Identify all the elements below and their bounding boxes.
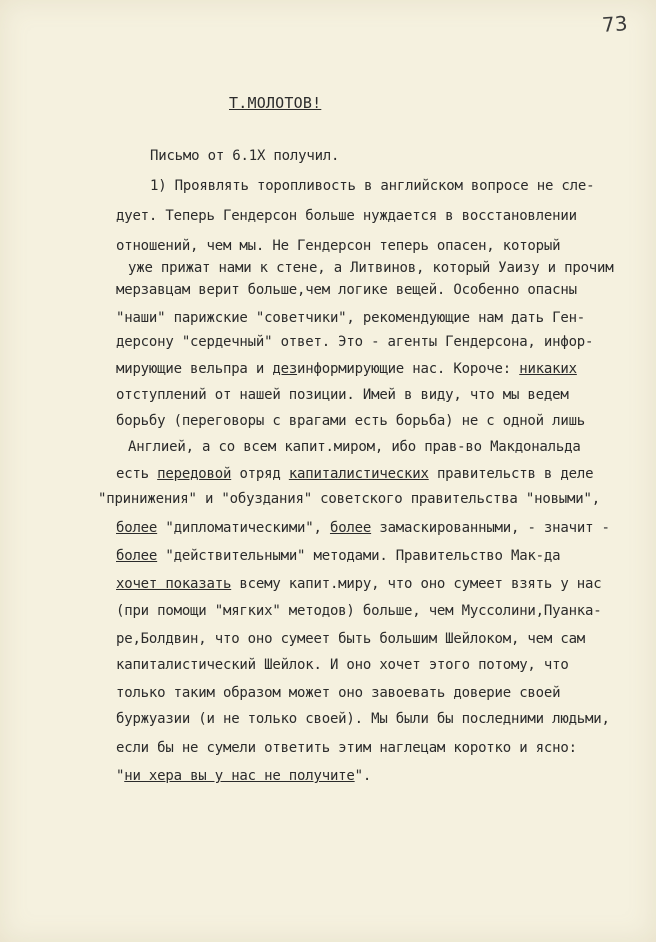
underlined-phrase: капиталистических bbox=[288, 466, 429, 482]
text-line: уже прижат нами к стене, а Литвинов, который Уаизу и прочим bbox=[128, 260, 614, 276]
text-line: буржуазии (и не только своей). Мы были бы последними людьми, bbox=[116, 711, 610, 727]
text-line: капиталистический Шейлок. И оно хочет этого потому, что bbox=[116, 657, 569, 673]
text-line: борьбу (переговоры с врагами есть борьба) не с одной лишь bbox=[116, 413, 586, 429]
text-line: 1) Проявлять торопливость в английском вопросе не сле- bbox=[150, 178, 595, 194]
text-line: "наши" парижские "советчики", рекомендующие нам дать Ген- bbox=[116, 310, 586, 326]
underlined-phrase: более bbox=[116, 548, 158, 564]
text-line: дует. Теперь Гендерсон больше нуждается в восстановлении bbox=[116, 208, 577, 224]
underlined-phrase: никаких bbox=[519, 361, 577, 377]
underlined-phrase: ни хера вы у нас не получите bbox=[124, 768, 355, 784]
text-line: более "дипломатическими", более замаскированными, - значит - bbox=[116, 520, 610, 536]
text-line: хочет показать всему капит.миру, что оно сумеет взять у нас bbox=[116, 576, 602, 592]
letter-heading: Т.МОЛОТОВ! bbox=[229, 94, 322, 112]
underlined-phrase: дез bbox=[272, 361, 298, 377]
text-line: ре,Болдвин, что оно сумеет быть большим Шейлоком, чем сам bbox=[116, 631, 586, 647]
text-line: Письмо от 6.1Х получил. bbox=[150, 148, 340, 164]
text-line: Англией, а со всем капит.миром, ибо прав-во Макдональда bbox=[128, 439, 581, 455]
text-line: мерзавцам верит больше,чем логике вещей. Особенно опасны bbox=[116, 282, 577, 298]
text-line: (при помощи "мягких" методов) больше, чем Муссолини,Пуанка- bbox=[116, 603, 602, 619]
text-line: если бы не сумели ответить этим наглецам коротко и ясно: bbox=[116, 740, 577, 756]
page-number: 73 bbox=[601, 11, 629, 37]
text-line: "ни хера вы у нас не получите". bbox=[116, 768, 372, 784]
underlined-phrase: хочет показать bbox=[116, 576, 232, 592]
underlined-phrase: более bbox=[116, 520, 158, 536]
text-line: мирующие вельпра и дезинформирующие нас. Короче: никаких bbox=[116, 361, 577, 377]
text-line: есть передовой отряд капиталистических правительств в деле bbox=[116, 466, 594, 482]
text-line: отступлений от нашей позиции. Имей в виду, что мы ведем bbox=[116, 387, 569, 403]
underlined-phrase: передовой bbox=[157, 466, 232, 482]
text-line: более "действительными" методами. Правительство Мак-да bbox=[116, 548, 561, 564]
text-line: отношений, чем мы. Не Гендерсон теперь опасен, который bbox=[116, 238, 561, 254]
text-line: дерсону "сердечный" ответ. Это - агенты Гендерсона, инфор- bbox=[116, 334, 594, 350]
text-line: только таким образом может оно завоевать доверие своей bbox=[116, 685, 561, 701]
underlined-phrase: более bbox=[329, 520, 372, 536]
text-line: "принижения" и "обуздания" советского правительства "новыми", bbox=[98, 491, 600, 507]
